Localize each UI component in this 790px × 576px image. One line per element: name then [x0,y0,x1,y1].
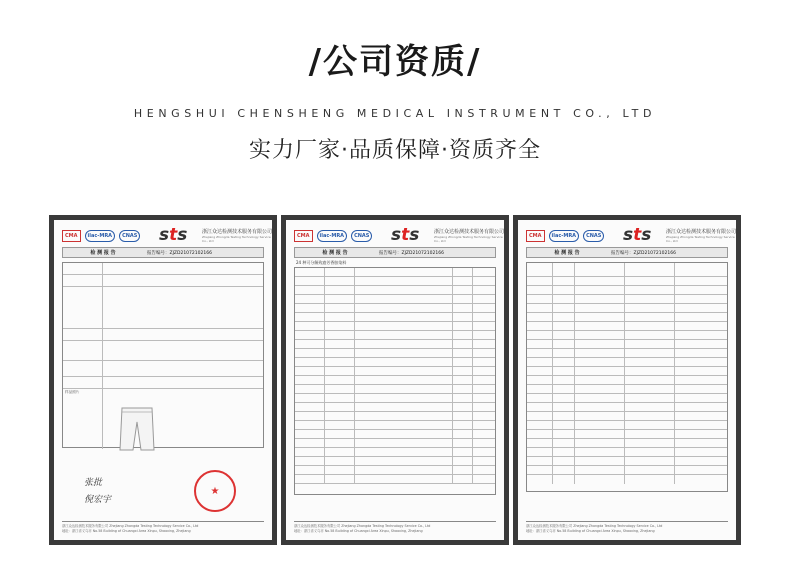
issuer-name-en: Zhejiang Zhongda Testing Technology Service Co., Ltd [202,235,271,243]
certificate-page [286,220,504,540]
cert-logos [62,228,140,244]
sts-logo-icon: sts [623,225,652,245]
report-header [526,247,728,258]
report-info-table [62,262,264,448]
company-name-en: HENGSHUI CHENSHENG MEDICAL INSTRUMENT CO., LTD [133,107,657,120]
cnas-logo-icon: CNAS [351,230,372,242]
cert-logos [526,228,604,244]
ilac-logo-icon: ilac-MRA [85,230,116,242]
issuer-name-cn: 浙江众达检测技术服务有限公司 [666,229,736,235]
amine-list-title: 24 种可分解致癌芳香胺染料 [296,260,347,265]
report-number: 报告编号：ZJZD21072102166 [379,250,444,256]
certificate-2[interactable] [281,215,509,545]
cma-logo-icon: CMA [526,230,545,242]
certificate-page [518,220,736,540]
report-header [62,247,264,258]
report-label: 检 测 报 告 [554,250,580,256]
report-label: 检 测 报 告 [90,250,116,256]
cert-footer: 浙江众达检测技术服务有限公司 Zhejiang Zhongda Testing Technology Service Co., Ltd 地址：浙江省义乌市 No.58 Building of Chuangxi Area Xinpu, Shaoxing, Zhejiang [294,521,496,534]
cert-footer: 浙江众达检测技术服务有限公司 Zhejiang Zhongda Testing Technology Service Co., Ltd 地址：浙江省义乌市 No.58 Building of Chuangxi Area Xinpu, Shaoxing, Zhejiang [62,521,264,534]
sts-logo-icon: sts [391,225,420,245]
cma-logo-icon: CMA [294,230,313,242]
page-title: /公司资质/ [308,42,482,82]
cert-footer: 浙江众达检测技术服务有限公司 Zhejiang Zhongda Testing Technology Service Co., Ltd 地址：浙江省义乌市 No.58 Building of Chuangxi Area Xinpu, Shaoxing, Zhejiang [526,521,728,534]
certificate-page [54,220,272,540]
sample-photo-label: 样品照片 [63,389,103,449]
issuer-name-cn: 浙江众达检测技术服务有限公司 [434,229,504,235]
signature-1-icon: 张批 [84,478,103,488]
report-label: 检 测 报 告 [322,250,348,256]
report-number: 报告编号：ZJZD21072102166 [147,250,212,256]
signature-2-icon: 倪宏宇 [84,495,112,505]
report-number: 报告编号：ZJZD21072102166 [611,250,676,256]
pants-sample-photo [116,404,158,454]
official-stamp-icon: ★ [194,470,236,512]
ilac-logo-icon: ilac-MRA [549,230,580,242]
ilac-logo-icon: ilac-MRA [317,230,348,242]
certificate-1[interactable] [49,215,277,545]
report-header [294,247,496,258]
tagline: 实力厂家·品质保障·资质齐全 [249,138,541,163]
colorfastness-results-table [526,262,728,492]
cnas-logo-icon: CNAS [583,230,604,242]
cma-logo-icon: CMA [62,230,81,242]
issuer-name-en: Zhejiang Zhongda Testing Technology Service Co., Ltd [666,235,735,243]
sts-logo-icon: sts [159,225,188,245]
cert-logos [294,228,372,244]
issuer-name-cn: 浙江众达检测技术服务有限公司 [202,229,272,235]
amine-results-table [294,267,496,495]
certificate-3[interactable] [513,215,741,545]
cnas-logo-icon: CNAS [119,230,140,242]
issuer-name-en: Zhejiang Zhongda Testing Technology Service Co., Ltd [434,235,503,243]
